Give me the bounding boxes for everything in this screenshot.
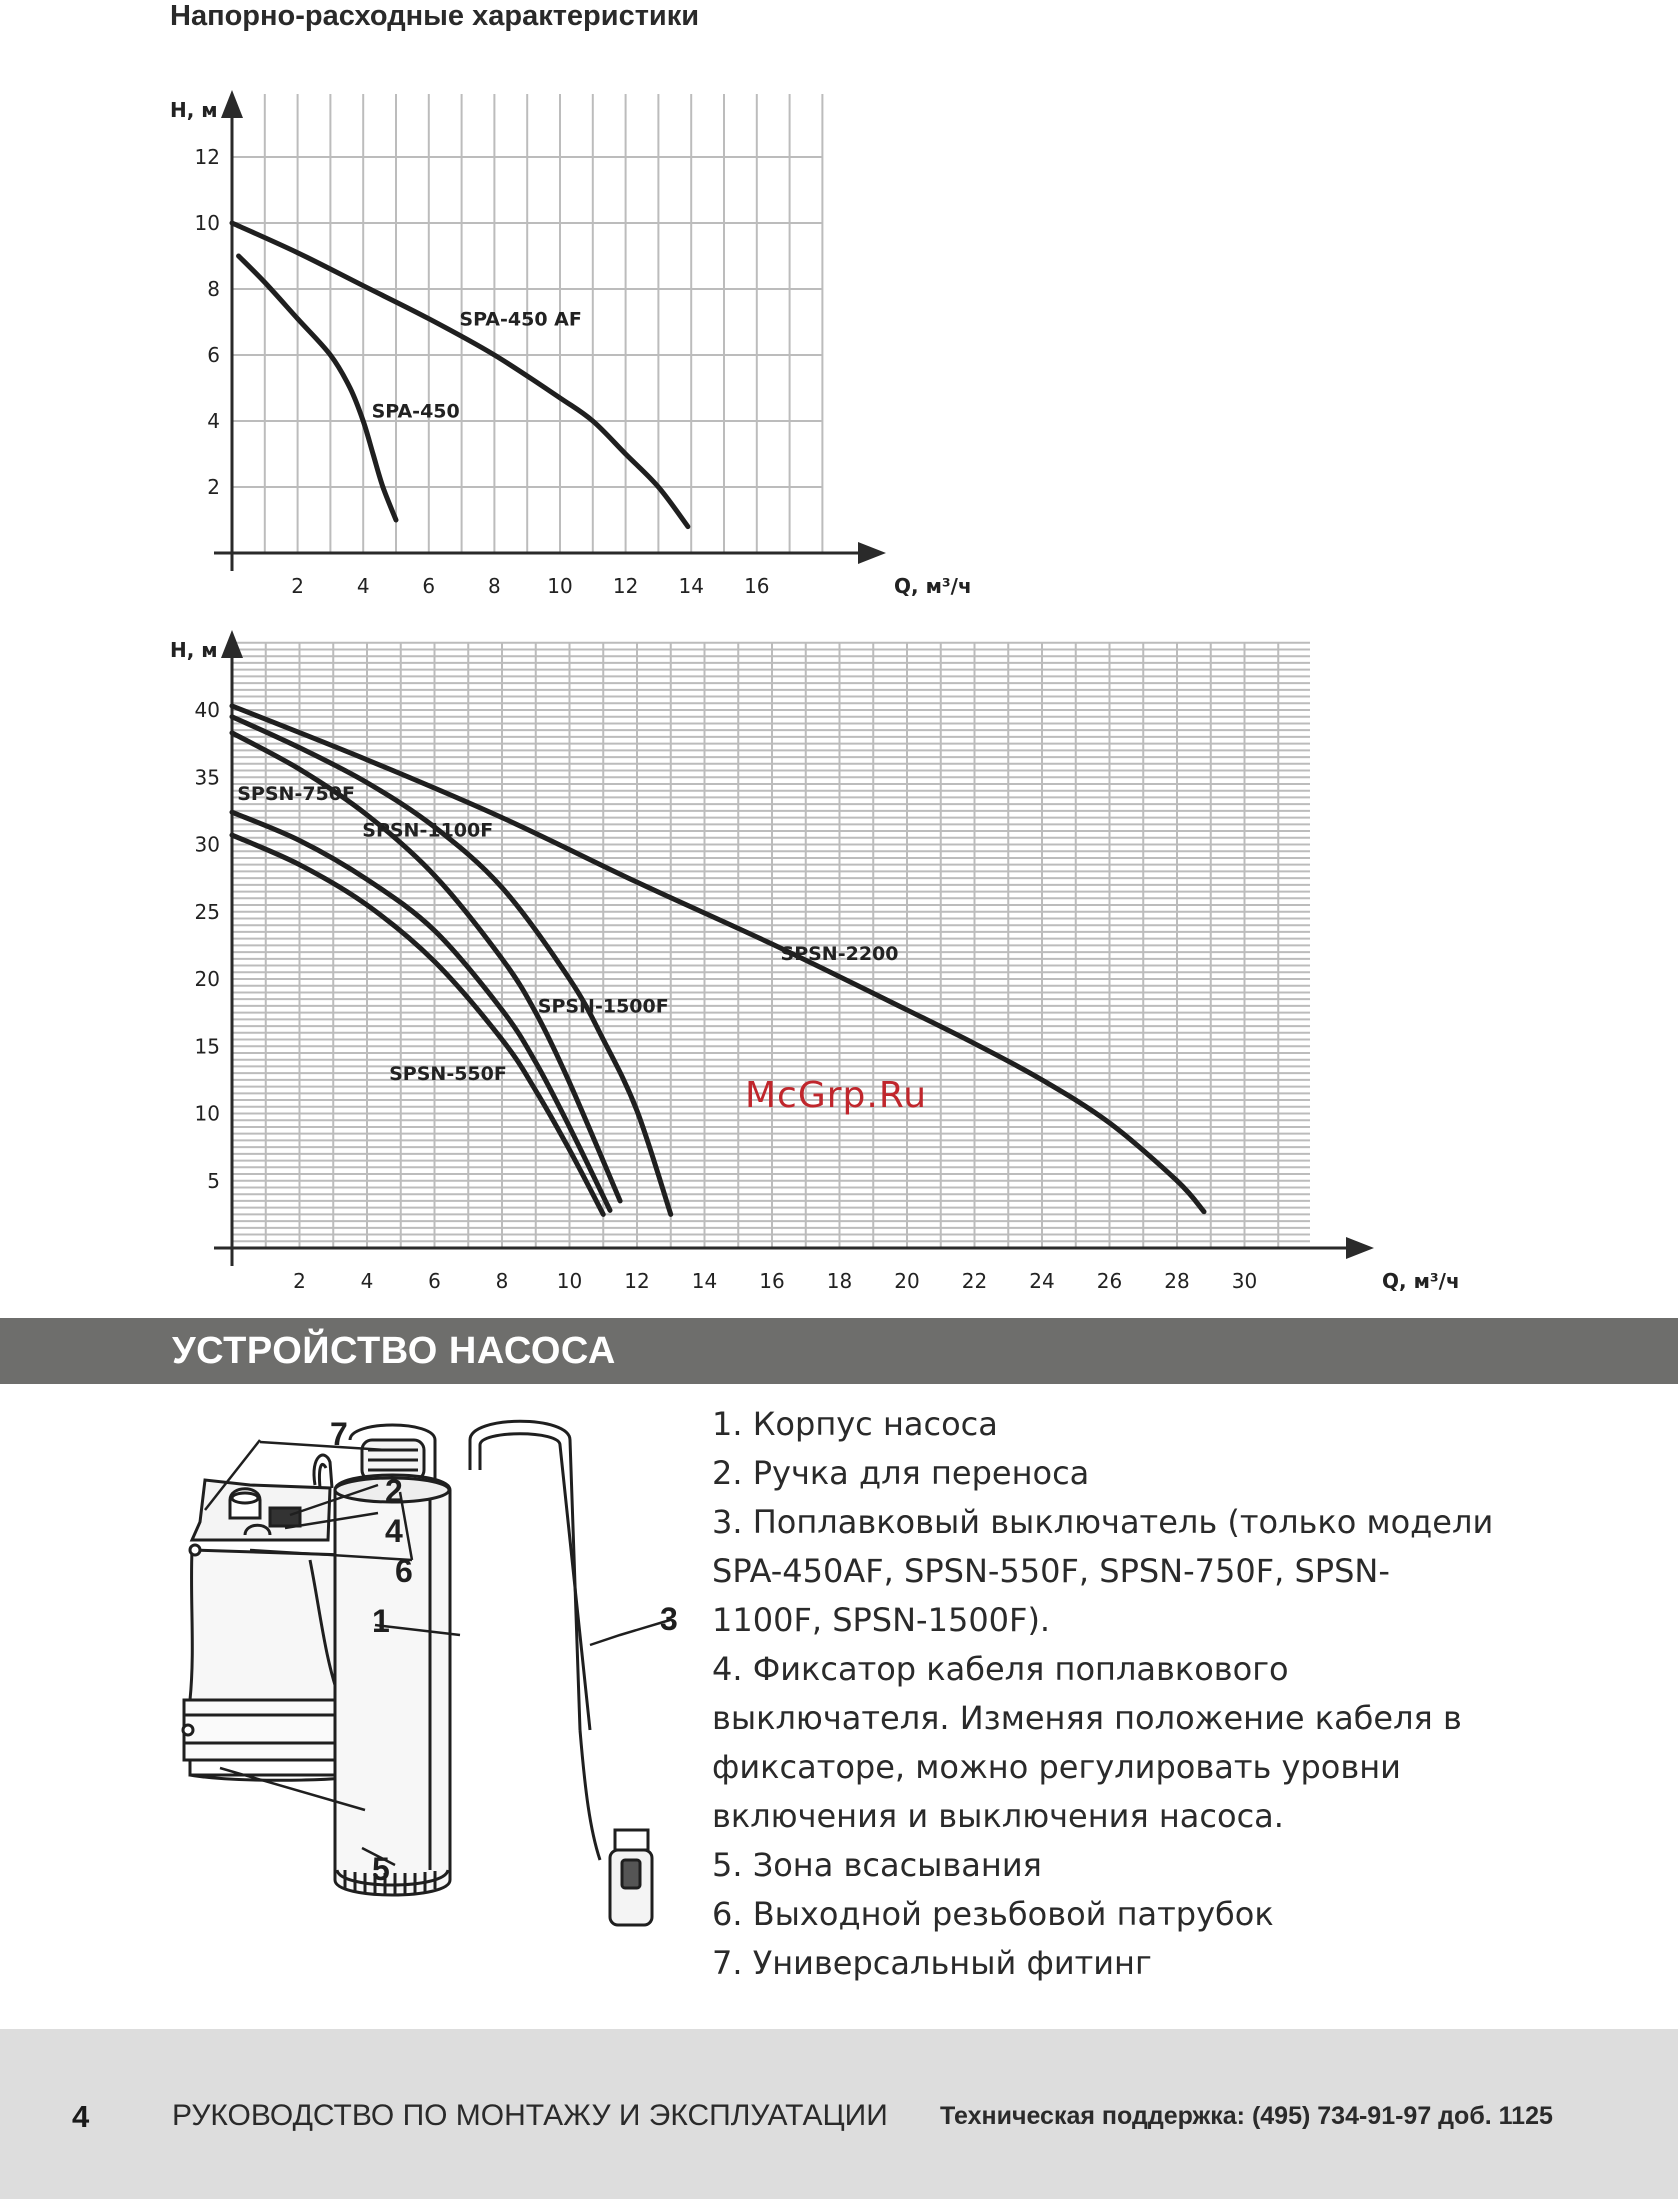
parts-list-line: 5. Зона всасывания [712,1846,1042,1884]
x-tick-label: 20 [894,1269,920,1293]
x-axis-arrow [858,542,886,564]
series-label: SPA-450 AF [459,308,582,331]
x-tick-label: 22 [961,1269,988,1293]
y-axis-arrow [221,90,243,118]
x-tick-label: 2 [291,574,304,598]
callout-7: 7 [330,1416,348,1452]
y-tick-label: 2 [207,475,220,499]
parts-list-line: 1. Корпус насоса [712,1405,998,1443]
section-header [0,1318,1678,1384]
callout-4: 4 [385,1513,403,1549]
y-tick-label: 30 [194,832,220,857]
y-axis-label: H, м [170,98,218,122]
x-axis-label: Q, м³/ч [1382,1269,1460,1293]
x-tick-label: 4 [360,1269,374,1293]
y-tick-label: 5 [207,1168,220,1193]
series-label: SPSN-2200 [780,943,899,966]
y-tick-label: 12 [194,145,220,169]
x-tick-label: 4 [356,574,370,598]
chart-spa [0,80,972,600]
callout-2: 2 [385,1473,403,1509]
x-tick-label: 10 [556,1269,583,1293]
y-tick-label: 10 [194,1101,220,1126]
callout-1: 1 [372,1603,390,1639]
manual-title: РУКОВОДСТВО ПО МОНТАЖУ И ЭКСПЛУАТАЦИИ [172,2099,888,2132]
series-label: SPA-450 [371,400,460,423]
watermark: McGrp.Ru [745,1075,928,1116]
callout-3: 3 [660,1601,678,1637]
y-tick-label: 15 [194,1034,220,1059]
x-tick-label: 14 [678,574,704,598]
parts-list-line: 4. Фиксатор кабеля поплавкового [712,1650,1289,1688]
x-tick-label: 6 [428,1269,441,1293]
y-tick-label: 4 [207,409,220,433]
series-label: SPSN-750F [237,783,355,806]
y-tick-label: 35 [194,765,220,790]
x-tick-label: 18 [826,1269,853,1293]
parts-list-line: фиксаторе, можно регулировать уровни [712,1748,1401,1786]
section-title: УСТРОЙСТВО НАСОСА [172,1330,616,1372]
x-tick-label: 6 [422,574,436,598]
y-tick-label: 40 [194,698,220,722]
y-tick-label: 6 [207,343,220,367]
chart-title: Напорно-расходные характеристики [170,0,700,32]
parts-list-line: 6. Выходной резьбовой патрубок [712,1895,1274,1933]
x-tick-label: 8 [488,574,501,598]
page-number: 4 [72,2099,90,2134]
parts-list-line: SPA-450AF, SPSN-550F, SPSN-750F, SPSN- [712,1552,1390,1590]
x-tick-label: 30 [1231,1269,1258,1293]
x-tick-label: 26 [1096,1269,1123,1293]
parts-list-line: 2. Ручка для переноса [712,1454,1090,1492]
callout-6: 6 [395,1553,413,1589]
x-tick-label: 2 [293,1269,306,1293]
x-axis-label: Q, м³/ч [894,574,972,598]
y-tick-label: 20 [194,967,220,991]
parts-list [712,1400,1612,1988]
series-line [232,223,688,527]
series-label: SPSN-1500F [537,995,669,1018]
y-tick-label: 8 [207,277,220,301]
x-tick-label: 12 [624,1269,650,1293]
parts-list-line: выключателя. Изменяя положение кабеля в [712,1699,1462,1737]
series-label: SPSN-550F [389,1062,507,1085]
series-label: SPSN-1100F [362,819,494,842]
parts-list-line: включения и выключения насоса. [712,1797,1284,1835]
x-tick-label: 8 [495,1269,509,1293]
parts-list-line: 7. Универсальный фитинг [712,1944,1152,1982]
x-tick-label: 14 [691,1269,718,1293]
y-tick-label: 10 [194,211,220,235]
x-tick-label: 16 [759,1269,785,1293]
parts-list-line: 3. Поплавковый выключатель (только модели [712,1503,1494,1541]
support-contact: Техническая поддержка: (495) 734-91-97 доб. 1125 [940,2102,1553,2130]
parts-list-line: 1100F, SPSN-1500F). [712,1601,1051,1639]
x-axis-arrow [1346,1237,1374,1259]
callout-5: 5 [372,1851,390,1887]
x-tick-label: 12 [612,574,639,598]
pump-diagram [150,1410,710,1970]
y-axis-label: H, м [170,638,218,662]
pump-spsn-drawing [335,1421,652,1925]
chart-spsn [0,620,1460,1300]
page-footer [0,2029,1678,2199]
x-tick-label: 24 [1029,1269,1055,1293]
x-tick-label: 10 [547,574,573,598]
x-tick-label: 16 [744,574,770,598]
series-line [239,256,396,520]
x-tick-label: 28 [1164,1269,1190,1293]
y-axis-arrow [221,630,243,658]
y-tick-label: 25 [194,899,220,924]
